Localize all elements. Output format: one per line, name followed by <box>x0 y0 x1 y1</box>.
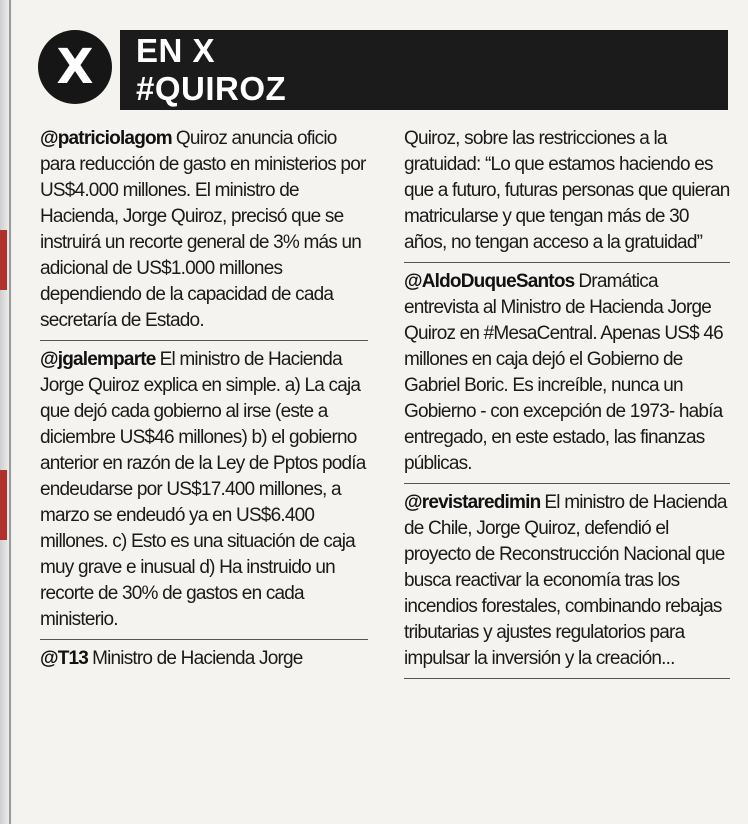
post-text: Dramática entrevista al Ministro de Hacienda Jorge Quiroz en #MesaCentral. Apenas US$ 46 millones en caja dejó el Gobierno de Gabriel Boric. Es increíble, nunca un Gobierno - con excepción de 1973- había entregado, en este estado, las finanzas públicas. <box>404 271 723 474</box>
page-edge <box>0 0 14 824</box>
post-handle[interactable]: @AldoDuqueSantos <box>404 271 575 292</box>
post-handle[interactable]: @T13 <box>40 648 89 669</box>
post-item <box>40 347 368 640</box>
post-body <box>404 126 730 256</box>
post-item <box>40 646 368 678</box>
post-continuation <box>404 126 730 263</box>
post-body <box>404 269 730 477</box>
post-text: El ministro de Hacienda Jorge Quiroz explica en simple. a) La caja que dejó cada gobierno al irse (este a diciembre US$46 millones) b) el gobierno anterior en razón de la Ley de Pptos podía endeudarse por US$17.400 millones, a marzo se endeudó ya en US$6.400 millones. c) Esto es una situación de caja muy grave e inusual d) Ha instruido un recorte de 30% de gastos en cada ministerio. <box>40 349 366 630</box>
section-title-line1: EN X <box>136 32 216 69</box>
x-logo-icon: X <box>38 30 112 104</box>
post-handle[interactable]: @patriciolagom <box>40 128 172 149</box>
left-column <box>40 126 368 684</box>
post-handle[interactable]: @jgalemparte <box>40 349 156 370</box>
post-item <box>404 490 730 679</box>
post-text: Quiroz, sobre las restricciones a la gratuidad: “Lo que estamos haciendo es que a futuro, futuras personas que quieran matricularse y que tengan más de 30 años, no tengan acceso a la gratuidad” <box>404 128 730 253</box>
post-body <box>40 347 368 633</box>
edge-color-mark <box>0 470 7 540</box>
post-body <box>40 126 368 334</box>
post-text: El ministro de Hacienda de Chile, Jorge Quiroz, defendió el proyecto de Reconstrucción Nacional que busca reactivar la economía tras los incendios forestales, combinando rebajas tributarias y ajustes regulatorios para impulsar la inversión y la creación... <box>404 492 727 669</box>
post-item <box>40 126 368 341</box>
right-column <box>404 126 730 685</box>
post-handle[interactable]: @revistaredimin <box>404 492 541 513</box>
edge-rule <box>9 0 11 824</box>
edge-color-mark <box>0 230 7 290</box>
post-text: Ministro de Hacienda Jorge <box>92 648 303 669</box>
section-title <box>136 32 286 108</box>
post-text: Quiroz anuncia oficio para reducción de gasto en ministerios por US$4.000 millones. El ministro de Hacienda, Jorge Quiroz, precisó que se instruirá un recorte general de 3% más un adicional de US$1.000 millones dependiendo de la capacidad de cada secretaría de Estado. <box>40 128 366 331</box>
post-body <box>40 646 368 672</box>
post-body <box>404 490 730 672</box>
post-item <box>404 269 730 484</box>
section-title-hashtag: #QUIROZ <box>136 70 287 107</box>
